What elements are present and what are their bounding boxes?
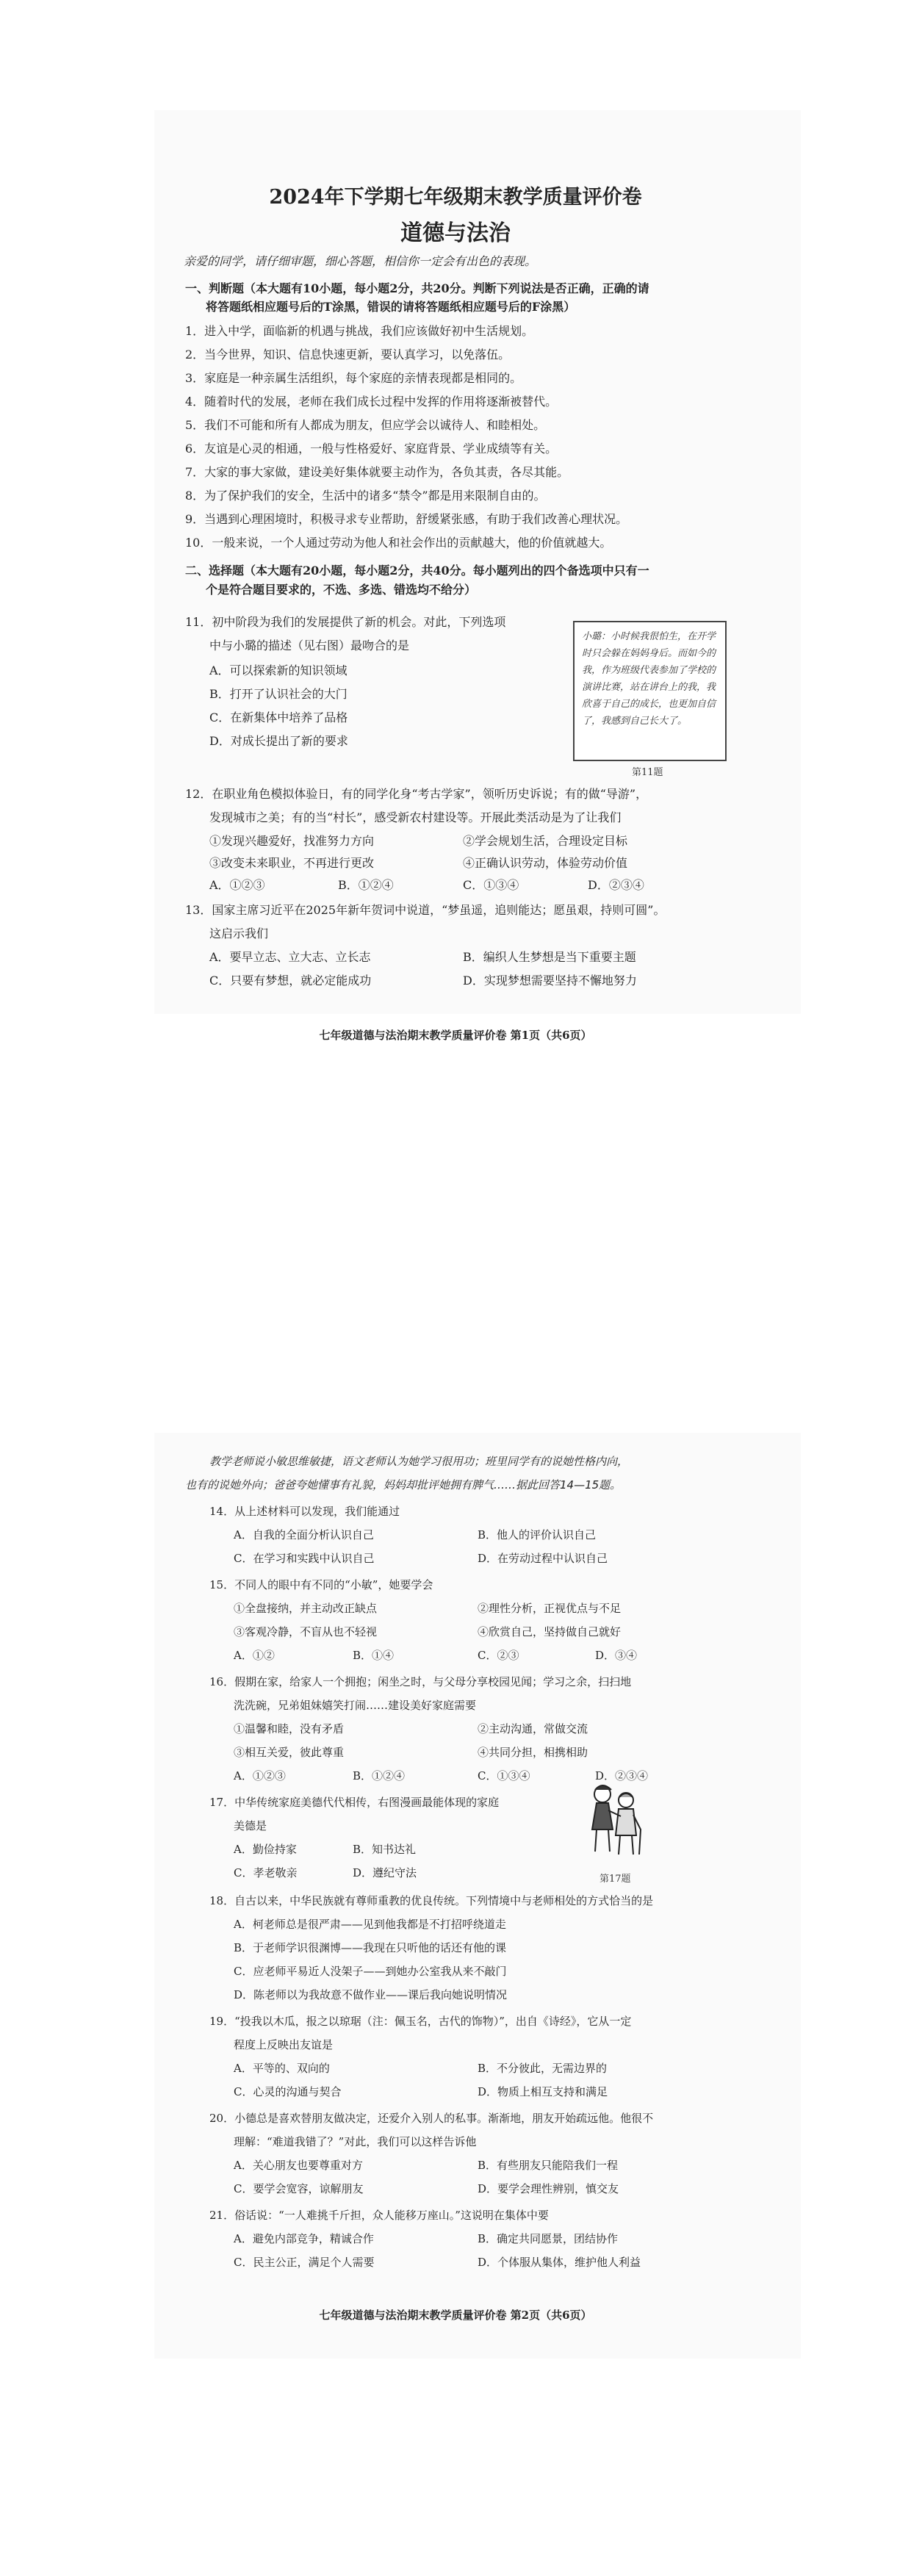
- q12-option: ①发现兴趣爱好，找准努力方向: [209, 834, 375, 848]
- q21-option: A．避免内部竞争，精诚合作: [234, 2232, 374, 2245]
- q17-cartoon: [580, 1778, 647, 1863]
- q12-option: ③改变未来职业，不再进行更改: [209, 856, 375, 870]
- judge-item: 8．为了保护我们的安全，生活中的诸多“禁令”都是用来限制自由的。: [185, 489, 546, 503]
- q14-option: D．在劳动过程中认识自己: [478, 1552, 608, 1565]
- q14-option: C．在学习和实践中认识自己: [234, 1552, 375, 1565]
- q17-option: C．孝老敬亲: [234, 1866, 298, 1879]
- exam-subject: 道德与法治: [400, 220, 511, 246]
- judge-item: 10．一般来说，一个人通过劳动为他人和社会作出的贡献越大，他的价值就越大。: [185, 536, 612, 550]
- q17-stem: 17．中华传统家庭美德代代相传，右图漫画最能体现的家庭: [209, 1796, 500, 1809]
- q12-stem: 12．在职业角色模拟体验日，有的同学化身“考古学家”，领听历史诉说；有的做“导游”，: [185, 787, 648, 801]
- q14-stem: 14．从上述材料可以发现，我们能通过: [209, 1505, 400, 1518]
- q16-choice: B．①②④: [353, 1769, 406, 1782]
- q13-option: B．编织人生梦想是当下重要主题: [463, 950, 636, 964]
- section1-header-line1: 一、判断题（本大题有10小题，每小题2分，共20分。判断下列说法是否正确，正确的请: [185, 281, 649, 295]
- q16-option: ②主动沟通，常做交流: [478, 1722, 588, 1735]
- q14-option: A．自我的全面分析认识自己: [234, 1528, 374, 1541]
- q20-option: C．要学会宽容，谅解朋友: [234, 2182, 364, 2195]
- q15-stem: 15．不同人的眼中有不同的“小敏”，她要学会: [209, 1578, 433, 1591]
- q21-stem: 21．俗话说：“一人难挑千斤担，众人能移万座山。”这说明在集体中要: [209, 2209, 549, 2222]
- q17-option: A．勤俭持家: [234, 1843, 297, 1856]
- q17-option: D．遵纪守法: [353, 1866, 417, 1879]
- q11-caption: 第11题: [632, 767, 663, 778]
- q12-choice: A．①②③: [209, 878, 265, 892]
- q12-option: ②学会规划生活，合理设定目标: [463, 834, 628, 848]
- q12-choice: B．①②④: [338, 878, 394, 892]
- q16-choice: D．②③④: [595, 1769, 649, 1782]
- q11-note-card: [573, 621, 727, 761]
- q20-stem: 20．小德总是喜欢替朋友做决定，还爱介入别人的私事。渐渐地，朋友开始疏远他。他很不: [209, 2112, 654, 2125]
- judge-item: 2．当今世界，知识、信息快速更新，要认真学习，以免落伍。: [185, 348, 511, 361]
- q18-stem: 18．自古以来，中华民族就有尊师重教的优良传统。下列情境中与老师相处的方式恰当的是: [209, 1894, 654, 1907]
- q16-option: ①温馨和睦，没有矛盾: [234, 1722, 345, 1735]
- q18-option: C．应老师平易近人没架子——到她办公室我从来不敲门: [234, 1965, 507, 1978]
- q14-option: B．他人的评价认识自己: [478, 1528, 597, 1541]
- greeting: 亲爱的同学，请仔细审题，细心答题，相信你一定会有出色的表现。: [184, 254, 537, 268]
- q21-option: D．个体服从集体，维护他人利益: [478, 2256, 641, 2269]
- q20-stem: 理解：“难道我错了？”对此，我们可以这样告诉他: [234, 2135, 477, 2148]
- q13-option: C．只要有梦想，就必定能成功: [209, 974, 372, 987]
- q13-stem: 13．国家主席习近平在2025年新年贺词中说道，“梦虽遥，追则能达；愿虽艰，持则可圆”。: [185, 903, 666, 917]
- q11-stem: 中与小璐的描述（见右图）最吻合的是: [209, 638, 410, 652]
- q19-option: C．心灵的沟通与契合: [234, 2085, 342, 2098]
- q11-option: A．可以探索新的知识领域: [209, 663, 348, 677]
- q18-option: B．于老师学识很渊博——我现在只听他的话还有他的课: [234, 1941, 507, 1954]
- judge-item: 3．家庭是一种亲属生活组织，每个家庭的亲情表现都是相同的。: [185, 371, 522, 385]
- q17-caption: 第17题: [599, 1874, 631, 1885]
- q18-option: D．陈老师以为我故意不做作业——课后我向她说明情况: [234, 1988, 508, 2001]
- q16-stem: 洗洗碗，兄弟姐妹嬉笑打闹……建设美好家庭需要: [234, 1699, 477, 1712]
- q13-stem: 这启示我们: [209, 927, 269, 940]
- judge-item: 5．我们不可能和所有人都成为朋友，但应学会以诚待人、和睦相处。: [185, 418, 546, 432]
- q15-option: ①全盘接纳，并主动改正缺点: [234, 1602, 378, 1615]
- judge-item: 1．进入中学，面临新的机遇与挑战，我们应该做好初中生活规划。: [185, 324, 534, 338]
- q20-option: B．有些朋友只能陪我们一程: [478, 2159, 619, 2172]
- section2-header-line1: 二、选择题（本大题有20小题，每小题2分，共40分。每小题列出的四个备选项中只有一: [185, 564, 649, 578]
- q15-option: ④欣赏自己，坚持做自己就好: [478, 1625, 622, 1638]
- judge-item: 9．当遇到心理困境时，积极寻求专业帮助，舒缓紧张感，有助于我们改善心理状况。: [185, 512, 628, 526]
- q20-option: D．要学会理性辨别，慎交友: [478, 2182, 619, 2195]
- judge-item: 4．随着时代的发展，老师在我们成长过程中发挥的作用将逐渐被替代。: [185, 395, 558, 409]
- q19-stem: 19．“投我以木瓜，报之以琼琚（注：佩玉名，古代的饰物）”，出自《诗经》，它从一定: [209, 2015, 632, 2028]
- q11-stem: 11．初中阶段为我们的发展提供了新的机会。对此，下列选项: [185, 615, 506, 629]
- q15-option: ③客观冷静，不盲从也不轻视: [234, 1625, 378, 1638]
- page2-footer: 七年级道德与法治期末教学质量评价卷 第2页（共6页）: [319, 2309, 592, 2322]
- q15-choice: B．①④: [353, 1649, 395, 1662]
- q20-option: A．关心朋友也要尊重对方: [234, 2159, 363, 2172]
- q15-choice: A．①②: [234, 1649, 275, 1662]
- q16-choice: A．①②③: [234, 1769, 286, 1782]
- q11-note-text: 小璐：小时候我很怕生，在开学时只会躲在妈妈身后。而如今的我，作为班级代表参加了学校的演讲比赛，站在讲台上的我，我欣喜于自己的成长，也更加自信了，我感到自己长大了。: [582, 631, 716, 727]
- q12-option: ④正确认识劳动，体验劳动价值: [463, 856, 628, 870]
- q15-option: ②理性分析，正视优点与不足: [478, 1602, 622, 1615]
- q11-option: B．打开了认识社会的大门: [209, 687, 348, 701]
- q19-option: B．不分彼此，无需边界的: [478, 2062, 608, 2075]
- q13-option: D．实现梦想需要坚持不懈地努力: [463, 974, 637, 987]
- exam-title: 2024年下学期七年级期末教学质量评价卷: [269, 186, 642, 209]
- section1-header-line2: 将答题纸相应题号后的T涂黑，错误的请将答题纸相应题号后的F涂黑）: [206, 300, 576, 314]
- p2-intro: 教学老师说小敏思维敏捷，语文老师认为她学习很用功；班里同学有的说她性格内向，: [209, 1455, 629, 1468]
- q16-option: ③相互关爱，彼此尊重: [234, 1746, 345, 1759]
- q18-option: A．柯老师总是很严肃——见到他我都是不打招呼绕道走: [234, 1918, 506, 1931]
- q12-stem: 发现城市之美；有的当“村长”，感受新农村建设等。开展此类活动是为了让我们: [209, 810, 622, 824]
- q12-choice: C．①③④: [463, 878, 519, 892]
- judge-item: 6．友谊是心灵的相通，一般与性格爱好、家庭背景、学业成绩等有关。: [185, 442, 558, 456]
- q21-option: B．确定共同愿景，团结协作: [478, 2232, 619, 2245]
- judge-item: 7．大家的事大家做，建设美好集体就要主动作为，各负其责，各尽其能。: [185, 465, 569, 479]
- q17-stem: 美德是: [234, 1819, 267, 1832]
- page1-footer: 七年级道德与法治期末教学质量评价卷 第1页（共6页）: [319, 1029, 592, 1042]
- q19-option: D．物质上相互支持和满足: [478, 2085, 608, 2098]
- q21-option: C．民主公正，满足个人需要: [234, 2256, 375, 2269]
- q19-option: A．平等的、双向的: [234, 2062, 330, 2075]
- q16-option: ④共同分担，相携相助: [478, 1746, 588, 1759]
- q19-stem: 程度上反映出友谊是: [234, 2038, 334, 2051]
- p2-intro: 也有的说她外向；爸爸夸她懂事有礼貌，妈妈却批评她拥有脾气……据此回答14—15题。: [185, 1478, 622, 1492]
- q16-choice: C．①③④: [478, 1769, 530, 1782]
- section2-header-line2: 个是符合题目要求的，不选、多选、错选均不给分）: [206, 583, 477, 597]
- q15-choice: C．②③: [478, 1649, 519, 1662]
- q11-option: D．对成长提出了新的要求: [209, 734, 348, 748]
- q16-stem: 16．假期在家，给家人一个拥抱；闲坐之时，与父母分享校园见闻；学习之余，扫扫地: [209, 1675, 632, 1688]
- q11-option: C．在新集体中培养了品格: [209, 710, 348, 724]
- q15-choice: D．③④: [595, 1649, 638, 1662]
- q13-option: A．要早立志、立大志、立长志: [209, 950, 371, 964]
- q12-choice: D．②③④: [588, 878, 644, 892]
- q17-option: B．知书达礼: [353, 1843, 417, 1856]
